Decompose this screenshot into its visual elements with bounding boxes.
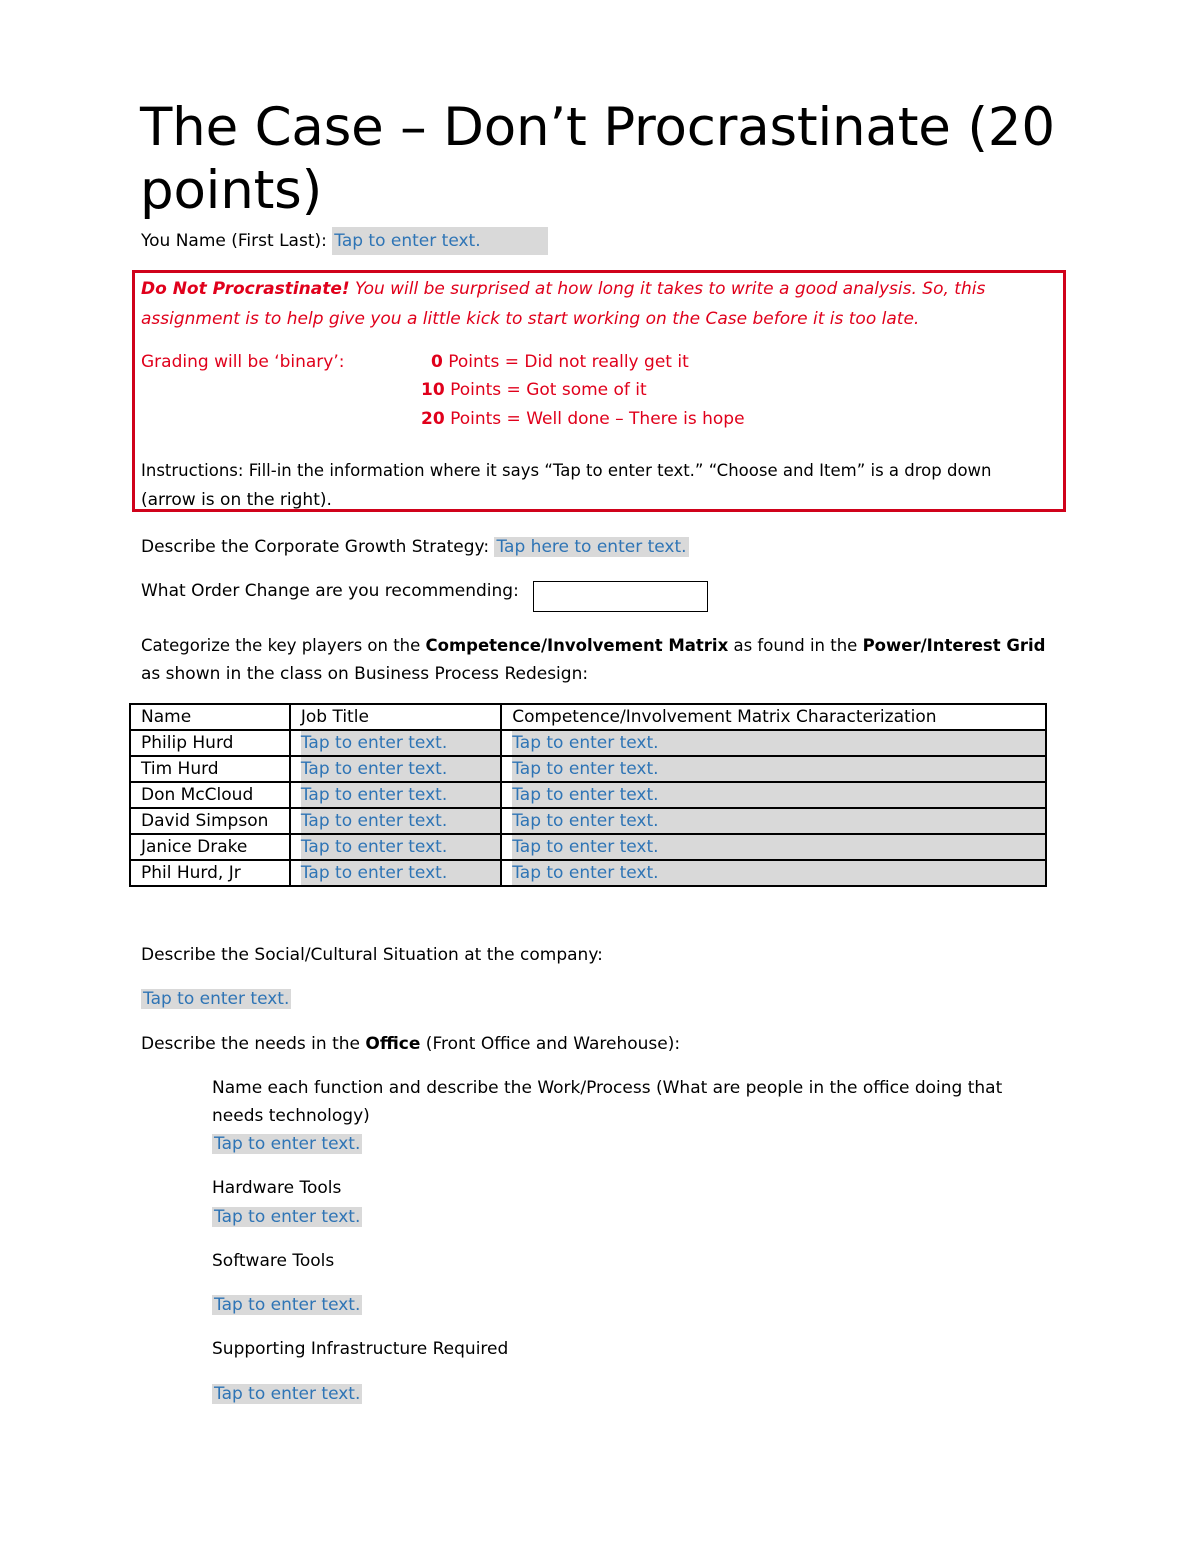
section-work-line-2: needs technology) [212,1106,370,1126]
social-row [141,985,291,1013]
header-characterization: Competence/Involvement Matrix Characterization [501,704,1046,730]
growth-row [141,533,689,561]
characterization-cell [501,730,1046,756]
grade-row-0 [431,348,689,376]
hardware-tools-input[interactable]: Tap to enter text. [214,1207,361,1227]
categorize-matrix: Competence/Involvement Matrix [425,636,729,655]
key-players-table [129,703,1047,887]
player-name: Tim Hurd [130,756,290,782]
grade-row-1 [421,376,647,404]
social-label: Describe the Social/Cultural Situation at the company: [141,945,603,965]
categorize-text: Categorize the key players on the [141,636,426,655]
section-hardware-row [212,1203,362,1231]
needs-label [141,1030,680,1058]
characterization-input[interactable]: Tap to enter text. [512,809,1045,833]
needs-text: (Front Office and Warehouse): [420,1034,681,1054]
player-name: Don McCloud [130,782,290,808]
section-software-row [212,1291,362,1319]
table-row [130,834,1046,860]
social-input[interactable]: Tap to enter text. [143,989,290,1009]
characterization-cell [501,782,1046,808]
work-process-input[interactable]: Tap to enter text. [214,1134,361,1154]
grade-points: 20 [421,409,445,429]
characterization-input[interactable]: Tap to enter text. [512,783,1045,807]
name-input[interactable]: Tap to enter text. [332,227,548,255]
grade-text: Points = Did not really get it [442,352,689,372]
instructions-line-2: (arrow is on the right). [141,490,332,510]
characterization-cell [501,756,1046,782]
categorize-grid: Power/Interest Grid [862,636,1046,655]
needs-text: Describe the needs in the [141,1034,366,1054]
player-name: Philip Hurd [130,730,290,756]
table-header-row [130,704,1046,730]
player-name: Phil Hurd, Jr [130,860,290,886]
growth-input[interactable]: Tap here to enter text. [496,537,687,557]
job-title-cell [290,782,501,808]
infrastructure-input[interactable]: Tap to enter text. [214,1384,361,1404]
job-title-cell [290,730,501,756]
job-title-input[interactable]: Tap to enter text. [301,783,500,807]
notice-line-2: assignment is to help give you a little kick to start working on the Case before it is too late. [141,309,920,329]
characterization-cell [501,808,1046,834]
job-title-cell [290,808,501,834]
categorize-line-2: as shown in the class on Business Process Redesign: [141,664,589,684]
characterization-cell [501,860,1046,886]
name-label: You Name (First Last): [141,231,333,251]
job-title-cell [290,860,501,886]
order-change-input[interactable] [533,581,708,612]
order-label: What Order Change are you recommending: [141,581,519,601]
section-infrastructure-row [212,1380,362,1408]
section-work-line-1: Name each function and describe the Work/Process (What are people in the office doing that [212,1078,1003,1098]
table-row [130,730,1046,756]
characterization-input[interactable]: Tap to enter text. [512,861,1045,885]
categorize-text: as found in the [728,636,863,655]
job-title-cell [290,834,501,860]
software-tools-input[interactable]: Tap to enter text. [214,1295,361,1315]
notice-line-1 [141,275,985,303]
player-name: David Simpson [130,808,290,834]
notice-line-1-text: You will be surprised at how long it takes to write a good analysis. So, this [349,279,986,299]
section-infrastructure-label: Supporting Infrastructure Required [212,1339,509,1359]
characterization-input[interactable]: Tap to enter text. [512,731,1045,755]
header-job-title: Job Title [290,704,501,730]
instructions-line-1: Instructions: Fill-in the information where it says “Tap to enter text.” “Choose and Item” is a drop down [141,461,992,480]
grading-label: Grading will be ‘binary’: [141,352,345,372]
categorize-line-1 [141,632,1046,660]
grade-points: 10 [421,380,445,400]
characterization-input[interactable]: Tap to enter text. [512,835,1045,859]
job-title-input[interactable]: Tap to enter text. [301,757,500,781]
characterization-cell [501,834,1046,860]
table-row [130,782,1046,808]
table-row [130,860,1046,886]
growth-label: Describe the Corporate Growth Strategy: [141,537,495,557]
grade-points: 0 [431,352,443,372]
job-title-cell [290,756,501,782]
job-title-input[interactable]: Tap to enter text. [301,731,500,755]
section-hardware-label: Hardware Tools [212,1178,342,1198]
grade-row-2 [421,405,745,433]
notice-lead: Do Not Procrastinate! [141,279,350,299]
table-row [130,756,1046,782]
section-work-row [212,1130,362,1158]
job-title-input[interactable]: Tap to enter text. [301,809,500,833]
section-software-label: Software Tools [212,1251,335,1271]
name-row [141,227,548,255]
characterization-input[interactable]: Tap to enter text. [512,757,1045,781]
job-title-input[interactable]: Tap to enter text. [301,835,500,859]
job-title-input[interactable]: Tap to enter text. [301,861,500,885]
page-title: The Case – Don’t Procrastinate (20 points) [140,97,1055,221]
header-name: Name [130,704,290,730]
player-name: Janice Drake [130,834,290,860]
grade-text: Points = Got some of it [444,380,647,400]
needs-office: Office [365,1034,421,1054]
grade-text: Points = Well done – There is hope [444,409,745,429]
table-row [130,808,1046,834]
